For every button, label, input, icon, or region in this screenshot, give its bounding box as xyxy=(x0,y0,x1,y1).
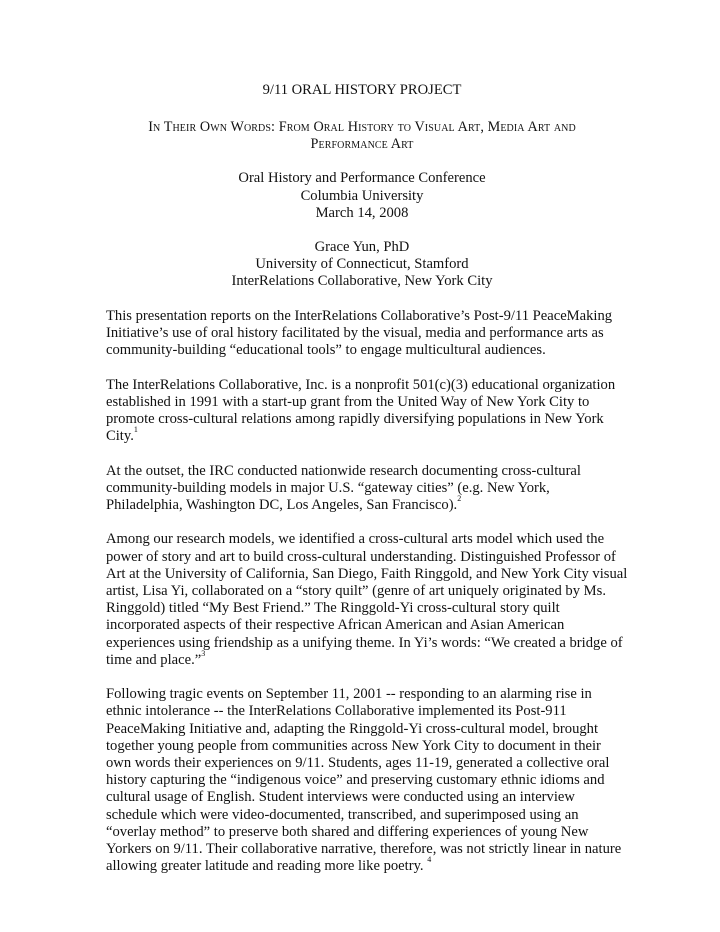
footnote-ref-1: 1 xyxy=(133,425,138,435)
paragraph-line xyxy=(106,648,618,669)
paragraph-line: The InterRelations Collaborative, Inc. is a nonprofit 501(c)(3) educational organization xyxy=(106,376,616,393)
author-affiliation-2: InterRelations Collaborative, New York City xyxy=(231,273,493,290)
paragraph-line: experiences using friendship as a unifying theme. In Yi’s words: “We created a bridge of xyxy=(106,634,623,651)
paragraph-line: Art at the University of California, San Diego, Faith Ringgold, and New York City visual xyxy=(106,565,628,582)
paragraph-line: incorporated aspects of their respective African American and Asian American xyxy=(106,617,565,634)
author-name: Grace Yun, PhD xyxy=(314,239,410,256)
paragraph-line: cultural usage of English. Student interviews were conducted using an interview xyxy=(106,789,575,806)
paragraph-3 xyxy=(106,463,618,515)
author-affiliation-1: University of Connecticut, Stamford xyxy=(255,256,469,273)
paragraph-line xyxy=(106,855,618,875)
paragraph-line: Among our research models, we identified a cross-cultural arts model which used the xyxy=(106,531,605,548)
paragraph-line: This presentation reports on the InterRelations Collaborative’s Post-9/11 PeaceMaking xyxy=(106,307,613,324)
paragraph-line: artist, Lisa Yi, collaborated on a “story quilt” (genre of art uniquely originated by Ms. xyxy=(106,583,606,600)
paragraph-5 xyxy=(106,686,622,875)
paragraph-line: Initiative’s use of oral history facilitated by the visual, media and performance arts as xyxy=(106,325,604,342)
conference-name: Oral History and Performance Conference xyxy=(238,170,486,187)
document-page xyxy=(106,82,628,875)
paragraph-4 xyxy=(106,531,628,669)
paragraph-line: schedule which were video-documented, transcribed, and superimposed using an xyxy=(106,806,579,823)
footnote-ref-2: 2 xyxy=(457,494,462,504)
paragraph-line: Following tragic events on September 11, 2001 -- responding to an alarming rise in xyxy=(106,686,592,703)
subtitle-line-1: In Their Own Words: From Oral History to Visual Art, Media Art and xyxy=(148,119,576,135)
paragraph-line-text: allowing greater latitude and reading more like poetry. xyxy=(106,858,424,875)
paragraph-line: Ringgold) titled “My Best Friend.” The Ringgold-Yi cross-cultural story quilt xyxy=(106,600,560,617)
paragraph-1 xyxy=(106,308,618,360)
document-subtitle xyxy=(106,119,618,153)
paragraph-line: “overlay method” to preserve both shared and differing experiences of young New xyxy=(106,823,589,840)
paragraph-line: PeaceMaking Initiative and, adapting the Ringgold-Yi cross-cultural model, brought xyxy=(106,720,599,737)
paragraph-line: power of story and art to build cross-cultural understanding. Distinguished Professor of xyxy=(106,548,616,565)
conference-date: March 14, 2008 xyxy=(315,204,409,221)
footnote-ref-3: 3 xyxy=(201,648,206,658)
author-info xyxy=(106,239,618,291)
paragraph-line: together young people from communities across New York City to document in their xyxy=(106,737,601,754)
paragraph-line-text: City. xyxy=(106,428,134,445)
document-title: 9/11 ORAL HISTORY PROJECT xyxy=(262,82,462,98)
paragraph-line-text: Philadelphia, Washington DC, Los Angeles, San Francisco). xyxy=(106,497,458,514)
paragraph-line: At the outset, the IRC conducted nationwide research documenting cross-cultural xyxy=(106,462,581,479)
subtitle-line-2: Performance Art xyxy=(310,136,414,153)
footnote-ref-4: 4 xyxy=(427,855,432,865)
paragraph-line: ethnic intolerance -- the InterRelations Collaborative implemented its Post-911 xyxy=(106,703,567,720)
paragraph-line xyxy=(106,494,618,514)
paragraph-line: community-building “educational tools” to engage multicultural audiences. xyxy=(106,342,546,359)
paragraph-line-text: time and place.” xyxy=(106,651,202,668)
paragraph-line: community-building models in major U.S. “gateway cities” (e.g. New York, xyxy=(106,479,550,496)
conference-info xyxy=(106,170,618,222)
paragraph-line: own words their experiences on 9/11. Students, ages 11-19, generated a collective oral xyxy=(106,755,610,772)
paragraph-line: history capturing the “indigenous voice” and preserving customary ethnic idioms and xyxy=(106,772,605,789)
paragraph-line: established in 1991 with a start-up grant from the United Way of New York City to xyxy=(106,393,590,410)
paragraph-line xyxy=(106,425,618,445)
paragraph-line: promote cross-cultural relations among rapidly diversifying populations in New York xyxy=(106,411,604,428)
paragraph-2 xyxy=(106,377,618,446)
conference-venue: Columbia University xyxy=(300,187,424,204)
paragraph-line: Yorkers on 9/11. Their collaborative narrative, therefore, was not strictly linear in nature xyxy=(106,841,622,858)
